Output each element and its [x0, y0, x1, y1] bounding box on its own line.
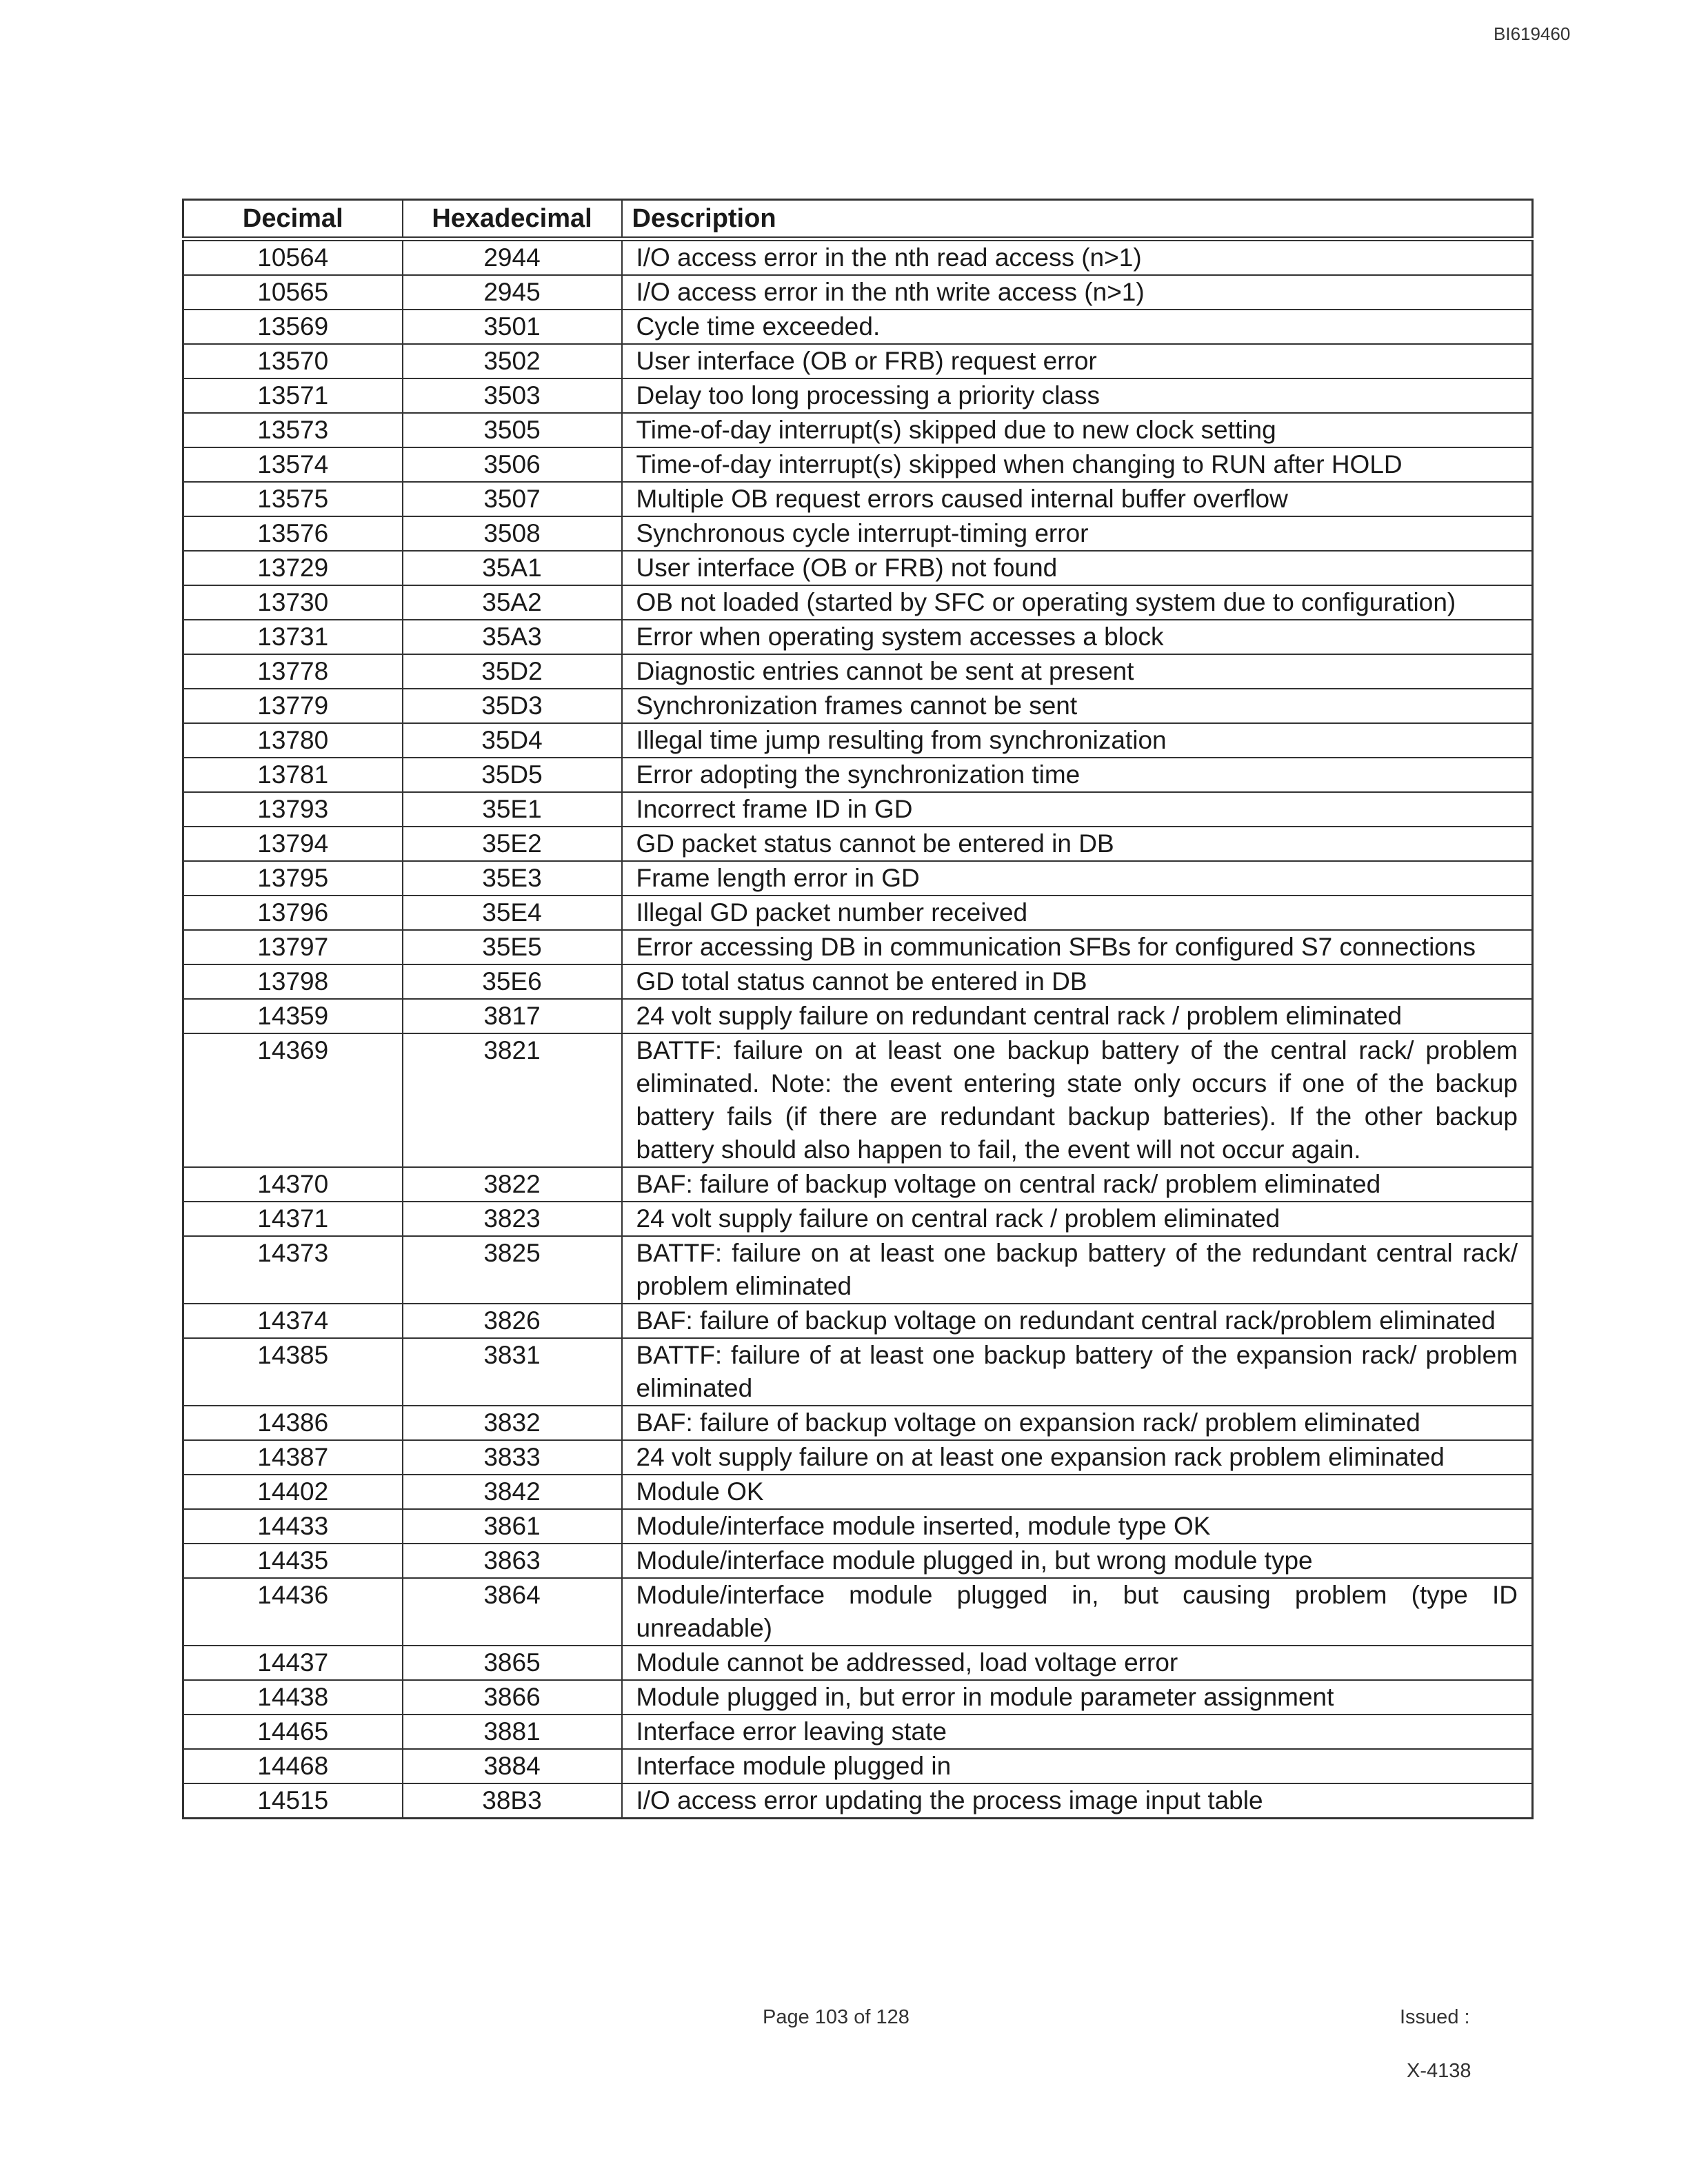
description-cell: Error adopting the synchronization time [622, 758, 1533, 792]
issued-label: Issued : [1400, 2006, 1470, 2028]
table-body [183, 239, 1533, 1819]
table-row [183, 896, 1533, 930]
description-cell: Diagnostic entries cannot be sent at present [622, 654, 1533, 689]
description-cell: Illegal GD packet number received [622, 896, 1533, 930]
table-row [183, 1236, 1533, 1304]
hexadecimal-cell: 3501 [403, 310, 622, 344]
description-cell: GD total status cannot be entered in DB [622, 964, 1533, 999]
decimal-cell: 13781 [183, 758, 403, 792]
decimal-cell: 14465 [183, 1715, 403, 1749]
table-row [183, 413, 1533, 447]
decimal-cell: 13798 [183, 964, 403, 999]
description-cell: I/O access error in the nth write access (n>1) [622, 275, 1533, 310]
description-cell: Incorrect frame ID in GD [622, 792, 1533, 827]
hexadecimal-cell: 3865 [403, 1646, 622, 1680]
decimal-cell: 14437 [183, 1646, 403, 1680]
decimal-cell: 14373 [183, 1236, 403, 1304]
description-cell: BATTF: failure on at least one backup battery of the central rack/ problem eliminated. Note: the event entering state only occurs if one of the backup battery fails (if there are redundant backup batteries). If the other backup battery should also happen to fail, the event will not occur again. [622, 1033, 1533, 1167]
description-cell: Illegal time jump resulting from synchronization [622, 723, 1533, 758]
decimal-cell: 13778 [183, 654, 403, 689]
description-cell: User interface (OB or FRB) not found [622, 551, 1533, 585]
table-row [183, 1304, 1533, 1338]
table-row [183, 792, 1533, 827]
hexadecimal-cell: 2944 [403, 239, 622, 276]
decimal-cell: 13575 [183, 482, 403, 516]
description-cell: Delay too long processing a priority class [622, 378, 1533, 413]
hexadecimal-cell: 35D2 [403, 654, 622, 689]
decimal-cell: 14402 [183, 1475, 403, 1509]
description-cell: I/O access error updating the process image input table [622, 1783, 1533, 1819]
description-cell: 24 volt supply failure on at least one expansion rack problem eliminated [622, 1440, 1533, 1475]
decimal-cell: 13779 [183, 689, 403, 723]
decimal-cell: 13797 [183, 930, 403, 964]
hexadecimal-cell: 35A3 [403, 620, 622, 654]
description-cell: Cycle time exceeded. [622, 310, 1533, 344]
table-row [183, 1440, 1533, 1475]
hexadecimal-cell: 3861 [403, 1509, 622, 1544]
table-header [183, 200, 1533, 239]
hexadecimal-cell: 3864 [403, 1578, 622, 1646]
table-row [183, 1783, 1533, 1819]
decimal-cell: 13794 [183, 827, 403, 861]
hexadecimal-cell: 35E3 [403, 861, 622, 896]
hexadecimal-cell: 3832 [403, 1406, 622, 1440]
description-cell: Module plugged in, but error in module parameter assignment [622, 1680, 1533, 1715]
table-row [183, 999, 1533, 1033]
description-cell: Module OK [622, 1475, 1533, 1509]
table-row [183, 551, 1533, 585]
decimal-cell: 14370 [183, 1167, 403, 1202]
hexadecimal-cell: 3825 [403, 1236, 622, 1304]
hexadecimal-cell: 35E6 [403, 964, 622, 999]
table-row [183, 275, 1533, 310]
hexadecimal-cell: 35A2 [403, 585, 622, 620]
hexadecimal-cell: 35E4 [403, 896, 622, 930]
hexadecimal-cell: 3503 [403, 378, 622, 413]
table-row [183, 1578, 1533, 1646]
description-cell: I/O access error in the nth read access (n>1) [622, 239, 1533, 276]
table-row [183, 378, 1533, 413]
hexadecimal-cell: 3822 [403, 1167, 622, 1202]
decimal-cell: 14435 [183, 1544, 403, 1578]
column-header-hexadecimal: Hexadecimal [403, 200, 622, 239]
hexadecimal-cell: 3505 [403, 413, 622, 447]
hexadecimal-cell: 3817 [403, 999, 622, 1033]
description-cell: BAF: failure of backup voltage on redundant central rack/problem eliminated [622, 1304, 1533, 1338]
decimal-cell: 13570 [183, 344, 403, 378]
table-row [183, 930, 1533, 964]
hexadecimal-cell: 3866 [403, 1680, 622, 1715]
decimal-cell: 13793 [183, 792, 403, 827]
table-row [183, 585, 1533, 620]
table-row [183, 1509, 1533, 1544]
decimal-cell: 14515 [183, 1783, 403, 1819]
table-row [183, 1749, 1533, 1783]
table-row [183, 654, 1533, 689]
hexadecimal-cell: 38B3 [403, 1783, 622, 1819]
description-cell: Interface module plugged in [622, 1749, 1533, 1783]
decimal-cell: 14359 [183, 999, 403, 1033]
decimal-cell: 14371 [183, 1202, 403, 1236]
description-cell: BATTF: failure of at least one backup battery of the expansion rack/ problem eliminated [622, 1338, 1533, 1406]
description-cell: User interface (OB or FRB) request error [622, 344, 1533, 378]
decimal-cell: 13730 [183, 585, 403, 620]
decimal-cell: 13573 [183, 413, 403, 447]
decimal-cell: 14385 [183, 1338, 403, 1406]
decimal-cell: 14433 [183, 1509, 403, 1544]
hexadecimal-cell: 35D5 [403, 758, 622, 792]
hexadecimal-cell: 3506 [403, 447, 622, 482]
hexadecimal-cell: 2945 [403, 275, 622, 310]
table-row [183, 516, 1533, 551]
decimal-cell: 10565 [183, 275, 403, 310]
table-row [183, 239, 1533, 276]
table-row [183, 1544, 1533, 1578]
description-cell: GD packet status cannot be entered in DB [622, 827, 1533, 861]
description-cell: Interface error leaving state [622, 1715, 1533, 1749]
description-cell: Time-of-day interrupt(s) skipped when changing to RUN after HOLD [622, 447, 1533, 482]
hexadecimal-cell: 35D3 [403, 689, 622, 723]
description-cell: Frame length error in GD [622, 861, 1533, 896]
hexadecimal-cell: 3884 [403, 1749, 622, 1783]
decimal-cell: 14438 [183, 1680, 403, 1715]
table-row [183, 1475, 1533, 1509]
description-cell: Time-of-day interrupt(s) skipped due to new clock setting [622, 413, 1533, 447]
description-cell: Error when operating system accesses a block [622, 620, 1533, 654]
hexadecimal-cell: 35E5 [403, 930, 622, 964]
column-header-description: Description [622, 200, 1533, 239]
description-cell: Synchronization frames cannot be sent [622, 689, 1533, 723]
description-cell: Module cannot be addressed, load voltage error [622, 1646, 1533, 1680]
table-row [183, 964, 1533, 999]
description-cell: Module/interface module plugged in, but wrong module type [622, 1544, 1533, 1578]
table-row [183, 1680, 1533, 1715]
description-cell: 24 volt supply failure on central rack / problem eliminated [622, 1202, 1533, 1236]
table-row [183, 1338, 1533, 1406]
table-row [183, 344, 1533, 378]
table-row [183, 447, 1533, 482]
table-row [183, 310, 1533, 344]
document-number: X-4138 [1407, 2060, 1471, 2082]
hexadecimal-cell: 3831 [403, 1338, 622, 1406]
table-row [183, 758, 1533, 792]
table-row [183, 1202, 1533, 1236]
hexadecimal-cell: 35E2 [403, 827, 622, 861]
hexadecimal-cell: 3508 [403, 516, 622, 551]
hexadecimal-cell: 35D4 [403, 723, 622, 758]
hexadecimal-cell: 3507 [403, 482, 622, 516]
decimal-cell: 14468 [183, 1749, 403, 1783]
decimal-cell: 13796 [183, 896, 403, 930]
description-cell: Module/interface module plugged in, but causing problem (type ID unreadable) [622, 1578, 1533, 1646]
hexadecimal-cell: 3833 [403, 1440, 622, 1475]
description-cell: 24 volt supply failure on redundant central rack / problem eliminated [622, 999, 1533, 1033]
table-row [183, 689, 1533, 723]
table-row [183, 482, 1533, 516]
decimal-cell: 13571 [183, 378, 403, 413]
hexadecimal-cell: 3821 [403, 1033, 622, 1167]
description-cell: BAF: failure of backup voltage on central rack/ problem eliminated [622, 1167, 1533, 1202]
table-row [183, 1646, 1533, 1680]
hexadecimal-cell: 35E1 [403, 792, 622, 827]
decimal-cell: 10564 [183, 239, 403, 276]
hexadecimal-cell: 3863 [403, 1544, 622, 1578]
hexadecimal-cell: 3823 [403, 1202, 622, 1236]
decimal-cell: 14387 [183, 1440, 403, 1475]
table-row [183, 1167, 1533, 1202]
hexadecimal-cell: 3842 [403, 1475, 622, 1509]
table-row [183, 1033, 1533, 1167]
description-cell: Synchronous cycle interrupt-timing error [622, 516, 1533, 551]
table-row [183, 620, 1533, 654]
decimal-cell: 13795 [183, 861, 403, 896]
decimal-cell: 13729 [183, 551, 403, 585]
hexadecimal-cell: 35A1 [403, 551, 622, 585]
decimal-cell: 13731 [183, 620, 403, 654]
decimal-cell: 14436 [183, 1578, 403, 1646]
error-code-table [182, 199, 1534, 1819]
decimal-cell: 13574 [183, 447, 403, 482]
column-header-decimal: Decimal [183, 200, 403, 239]
table-row [183, 723, 1533, 758]
description-cell: Module/interface module inserted, module type OK [622, 1509, 1533, 1544]
decimal-cell: 14374 [183, 1304, 403, 1338]
document-id: BI619460 [1494, 23, 1571, 44]
decimal-cell: 13780 [183, 723, 403, 758]
description-cell: OB not loaded (started by SFC or operating system due to configuration) [622, 585, 1533, 620]
decimal-cell: 14386 [183, 1406, 403, 1440]
hexadecimal-cell: 3502 [403, 344, 622, 378]
table-row [183, 1406, 1533, 1440]
decimal-cell: 14369 [183, 1033, 403, 1167]
hexadecimal-cell: 3881 [403, 1715, 622, 1749]
description-cell: BATTF: failure on at least one backup battery of the redundant central rack/ problem eliminated [622, 1236, 1533, 1304]
hexadecimal-cell: 3826 [403, 1304, 622, 1338]
table-row [183, 861, 1533, 896]
table-row [183, 1715, 1533, 1749]
description-cell: Multiple OB request errors caused internal buffer overflow [622, 482, 1533, 516]
description-cell: BAF: failure of backup voltage on expansion rack/ problem eliminated [622, 1406, 1533, 1440]
page-number: Page 103 of 128 [763, 2006, 910, 2028]
table-row [183, 827, 1533, 861]
header-row [183, 200, 1533, 239]
decimal-cell: 13576 [183, 516, 403, 551]
decimal-cell: 13569 [183, 310, 403, 344]
description-cell: Error accessing DB in communication SFBs for configured S7 connections [622, 930, 1533, 964]
